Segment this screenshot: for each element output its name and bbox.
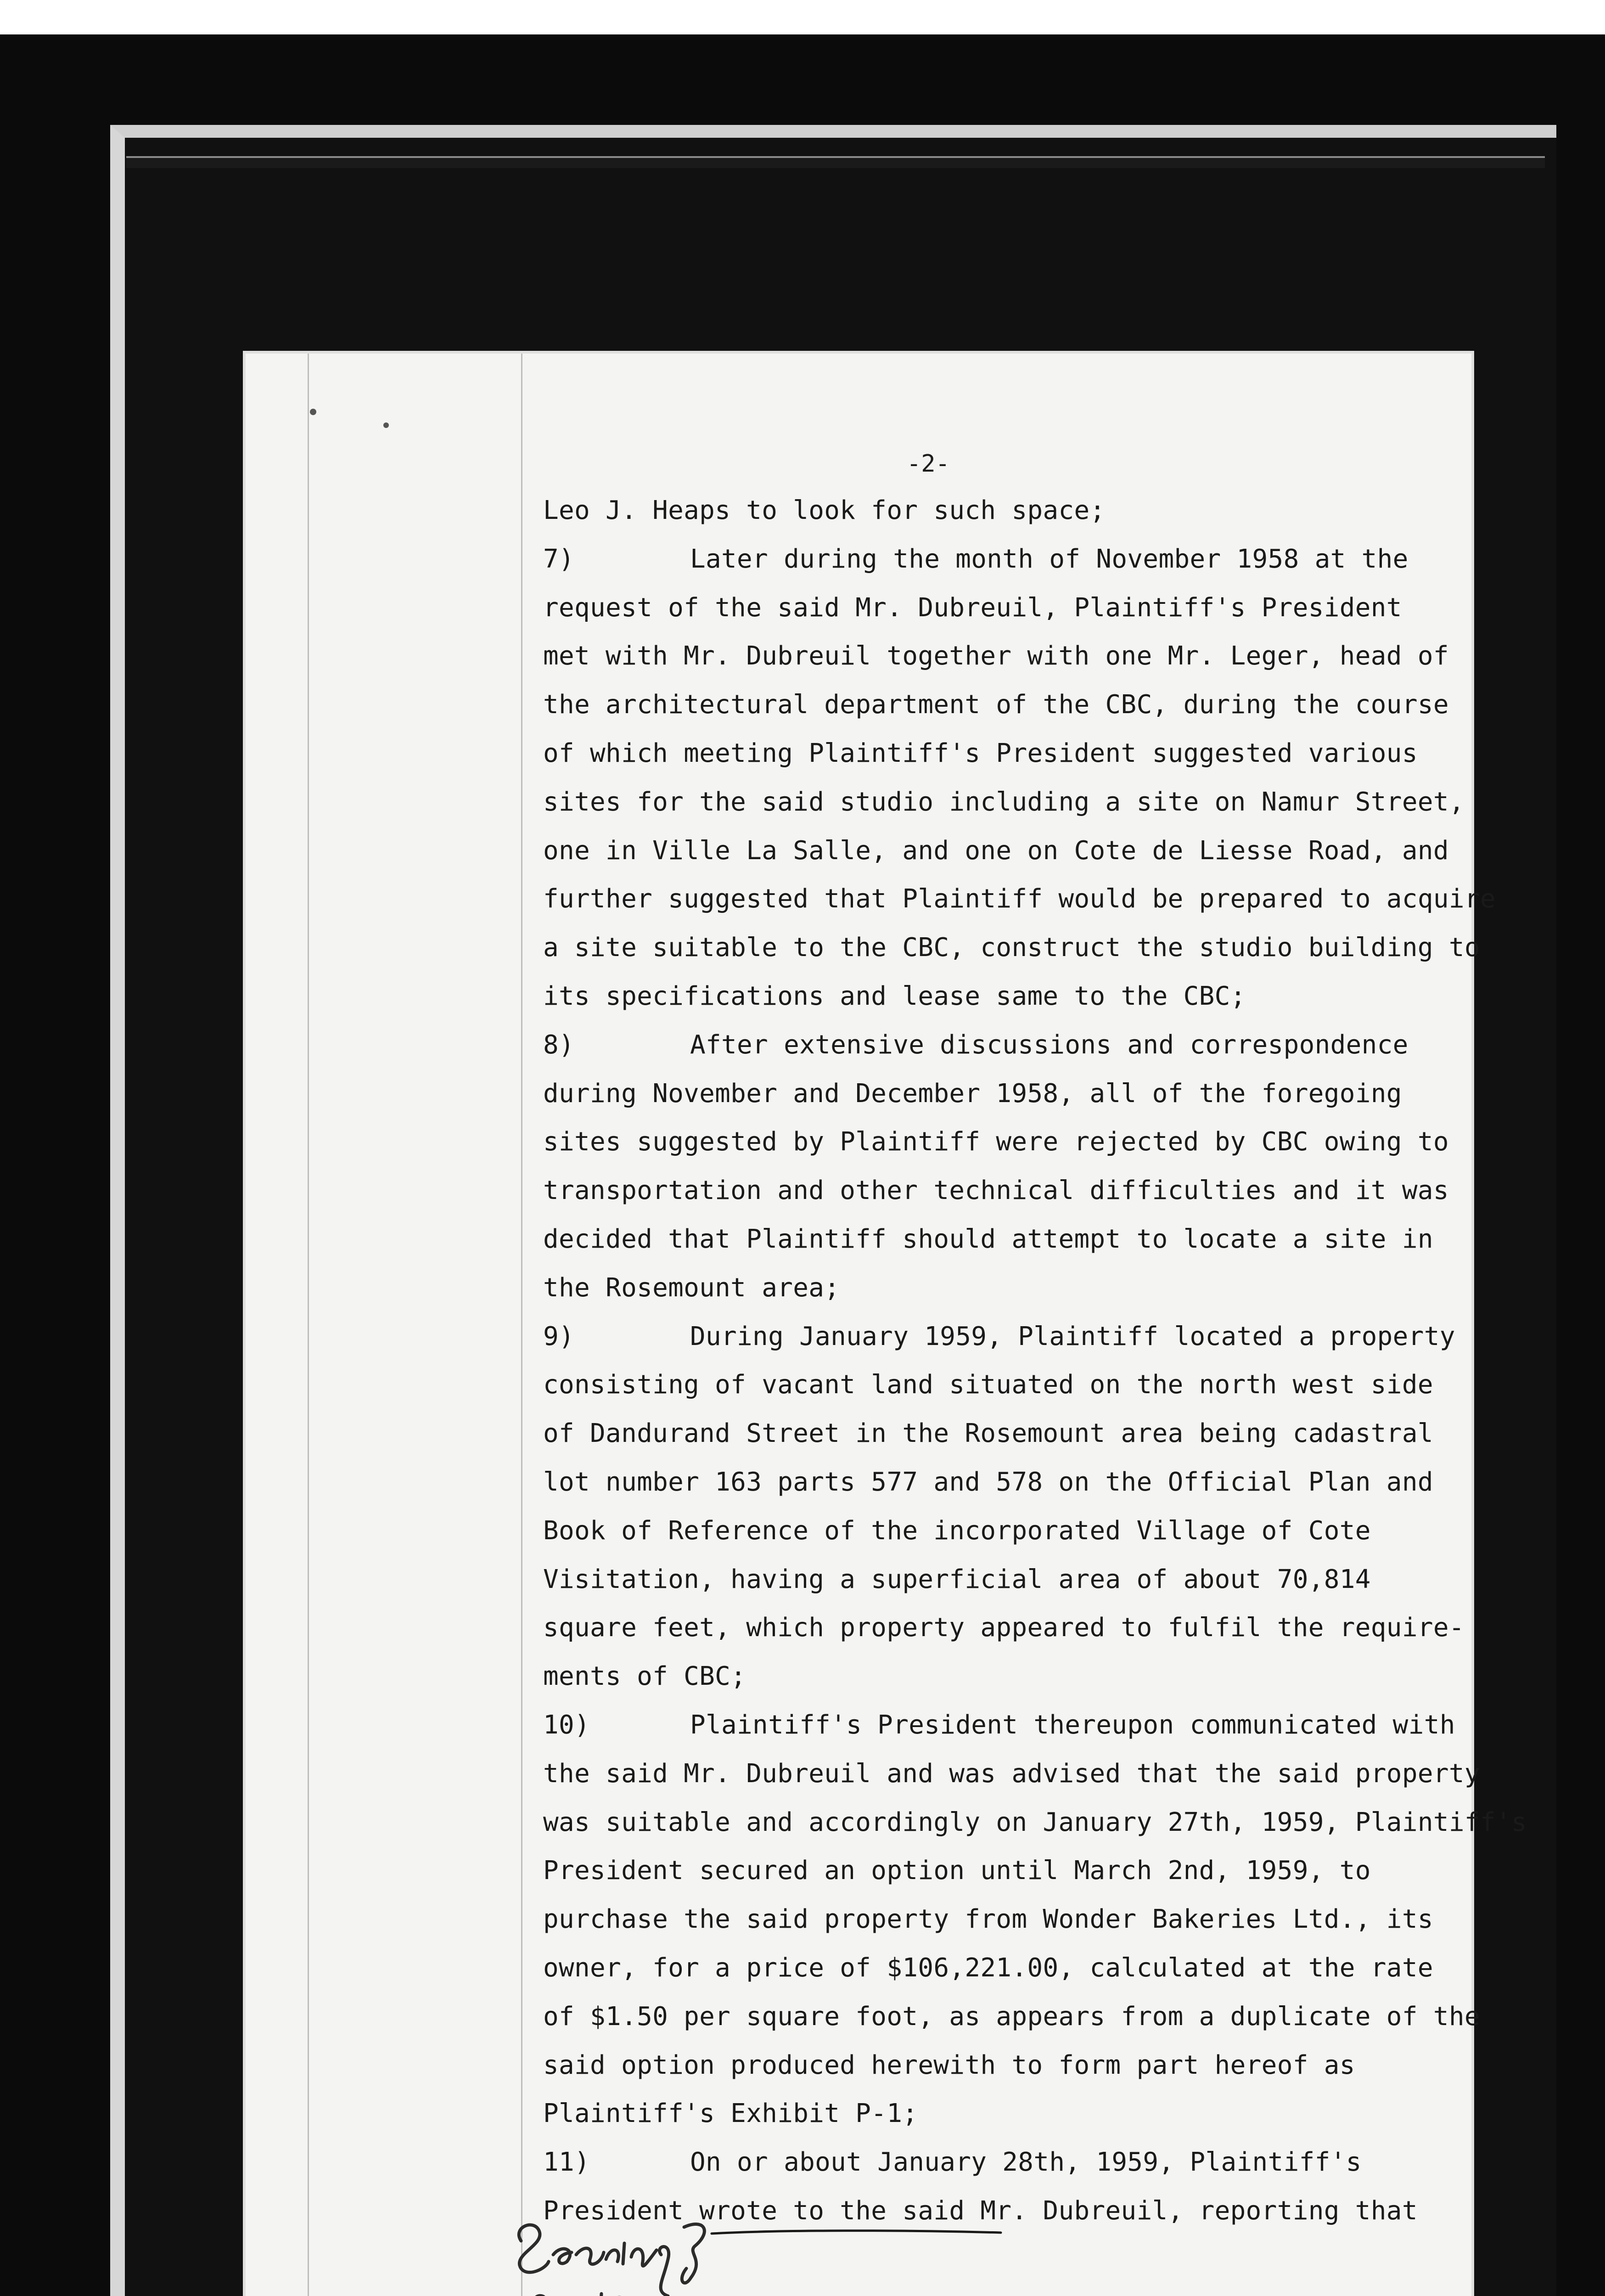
handwritten-underline xyxy=(709,2228,1003,2237)
document-page xyxy=(246,354,1527,2296)
paragraph-number: 11) xyxy=(543,2147,590,2177)
document-line xyxy=(543,1468,1433,1497)
document-line xyxy=(543,1030,1409,1060)
speck xyxy=(383,422,389,428)
document-line xyxy=(543,933,1480,962)
document-line xyxy=(543,836,1449,866)
line-text: further suggested that Plaintiff would be prepared to acquire xyxy=(543,884,1496,914)
document-line xyxy=(543,2148,1362,2177)
document-line xyxy=(543,1711,1455,1740)
line-text: President wrote to the said Mr. Dubreuil, reporting that xyxy=(543,2196,1418,2226)
line-text: was suitable and accordingly on January 27th, 1959, Plaintiff's xyxy=(543,1807,1527,1837)
line-text: request of the said Mr. Dubreuil, Plaintiff's President xyxy=(543,593,1402,623)
line-text: During January 1959, Plaintiff located a property xyxy=(690,1322,1455,1351)
line-text: one in Ville La Salle, and one on Cote de Liesse Road, and xyxy=(543,836,1449,866)
document-line xyxy=(543,1759,1480,1789)
document-line xyxy=(543,982,1246,1011)
line-text: of Dandurand Street in the Rosemount area being cadastral xyxy=(543,1418,1433,1448)
paragraph-number: 8) xyxy=(543,1030,575,1060)
document-line xyxy=(543,593,1402,623)
document-line xyxy=(543,545,1409,574)
document-line xyxy=(543,1808,1527,1837)
paragraph-number: 7) xyxy=(543,544,575,574)
document-line xyxy=(543,1613,1465,1643)
line-text: purchase the said property from Wonder Bakeries Ltd., its xyxy=(543,1904,1433,1934)
document-line xyxy=(543,884,1496,914)
document-line xyxy=(543,690,1449,720)
line-text: decided that Plaintiff should attempt to locate a site in xyxy=(543,1224,1433,1254)
document-line xyxy=(543,1953,1433,1983)
document-line xyxy=(543,1225,1433,1254)
line-text: the Rosemount area; xyxy=(543,1273,840,1303)
line-text: On or about January 28th, 1959, Plaintiff's xyxy=(690,2147,1362,2177)
line-text: the architectural department of the CBC, during the course xyxy=(543,690,1449,720)
line-text: the said Mr. Dubreuil and was advised that the said property xyxy=(543,1759,1480,1789)
document-line xyxy=(543,1856,1371,1885)
line-text: of which meeting Plaintiff's President suggested various xyxy=(543,738,1418,768)
line-text: owner, for a price of $106,221.00, calculated at the rate xyxy=(543,1953,1433,1983)
document-line xyxy=(543,1176,1449,1205)
document-line xyxy=(543,642,1449,671)
line-text: lot number 163 parts 577 and 578 on the Official Plan and xyxy=(543,1467,1433,1497)
document-line xyxy=(543,1516,1371,1546)
line-text: during November and December 1958, all of the foregoing xyxy=(543,1079,1402,1109)
line-text: square feet, which property appeared to fulfil the require- xyxy=(543,1613,1465,1643)
document-line xyxy=(543,2002,1480,2032)
document-line xyxy=(543,1273,840,1303)
line-text: transportation and other technical difficulties and it was xyxy=(543,1176,1449,1205)
document-line xyxy=(543,2099,918,2128)
document-line xyxy=(543,1419,1433,1448)
line-text: a site suitable to the CBC, construct the studio building to xyxy=(543,933,1480,962)
line-text: Leo J. Heaps to look for such space; xyxy=(543,495,1106,525)
line-text: its specifications and lease same to the CBC; xyxy=(543,981,1246,1011)
document-line xyxy=(543,1079,1402,1109)
margin-rule-left xyxy=(308,354,309,2296)
line-text: met with Mr. Dubreuil together with one Mr. Leger, head of xyxy=(543,641,1449,671)
speck xyxy=(310,409,316,415)
document-line xyxy=(543,788,1465,817)
document-line xyxy=(543,496,1106,525)
line-text: Book of Reference of the incorporated Village of Cote xyxy=(543,1516,1371,1546)
handwritten-margin-note xyxy=(503,2200,732,2296)
line-text: Plaintiff's President thereupon communicated with xyxy=(690,1710,1455,1740)
page-number: -2- xyxy=(907,450,950,478)
line-text: said option produced herewith to form part hereof as xyxy=(543,2050,1355,2080)
document-line xyxy=(543,1905,1433,1934)
line-text: Visitation, having a superficial area of about 70,814 xyxy=(543,1564,1371,1594)
document-line xyxy=(543,1127,1449,1157)
paragraph-number: 10) xyxy=(543,1710,590,1740)
line-text: Plaintiff's Exhibit P-1; xyxy=(543,2099,918,2128)
line-text: After extensive discussions and correspondence xyxy=(690,1030,1409,1060)
line-text: sites suggested by Plaintiff were rejected by CBC owing to xyxy=(543,1127,1449,1157)
paragraph-number: 9) xyxy=(543,1322,575,1351)
document-line xyxy=(543,1565,1371,1594)
line-text: President secured an option until March 2nd, 1959, to xyxy=(543,1856,1371,1885)
line-text: sites for the said studio including a site on Namur Street, xyxy=(543,787,1465,817)
line-text: ments of CBC; xyxy=(543,1661,746,1691)
margin-rule-right xyxy=(521,354,522,2296)
document-line xyxy=(543,739,1418,768)
film-sheet-edge xyxy=(126,156,1545,168)
line-text: Later during the month of November 1958 at the xyxy=(690,544,1409,574)
document-line xyxy=(543,2051,1355,2080)
document-line xyxy=(543,1322,1455,1351)
document-line xyxy=(543,1370,1433,1400)
line-text: consisting of vacant land situated on the north west side xyxy=(543,1370,1433,1400)
line-text: of $1.50 per square foot, as appears from a duplicate of the xyxy=(543,2002,1480,2032)
document-line xyxy=(543,1662,746,1691)
